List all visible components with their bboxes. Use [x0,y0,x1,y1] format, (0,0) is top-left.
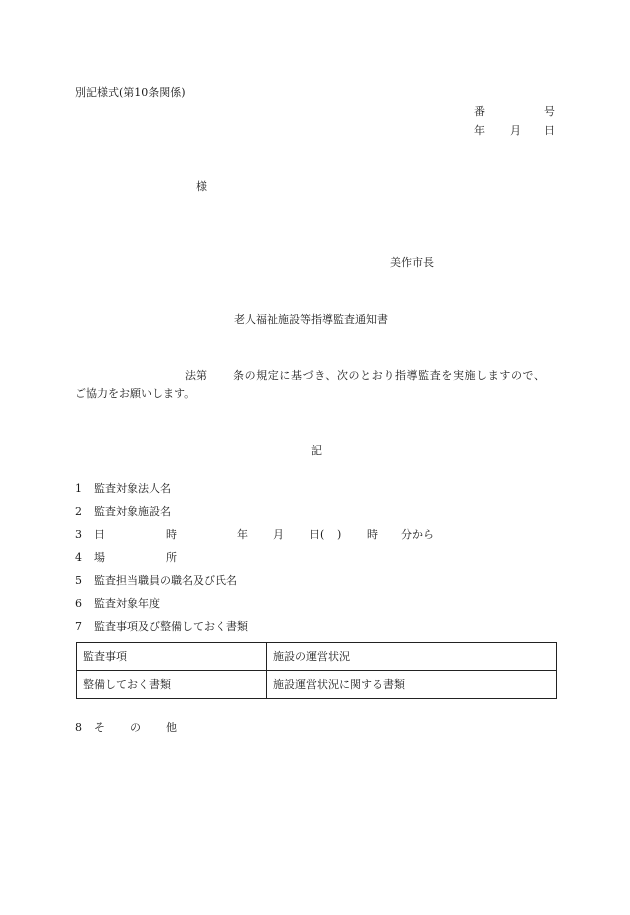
item-2 [75,505,171,519]
item-5 [75,574,237,588]
place-label-2: 所 [166,551,177,564]
datetime-minute-from: 分から [401,528,434,541]
item-number: 7 [75,620,82,633]
item-number: 2 [75,505,82,518]
item-label: 監査対象施設名 [94,505,171,518]
item-label: 監査事項及び整備しておく書類 [94,620,248,633]
item-number: 4 [75,551,82,564]
item-3-datetime [75,528,475,542]
number-suffix: 号 [544,105,555,118]
item-number: 5 [75,574,82,587]
table-cell: 監査事項 [77,643,267,671]
table-row [77,671,557,699]
datetime-hour: 時 [367,528,378,541]
table-row [77,643,557,671]
document-title: 老人福祉施設等指導監査通知書 [234,313,388,326]
table-cell: 整備しておく書類 [77,671,267,699]
addressee-suffix: 様 [196,180,207,193]
item-label: 監査対象年度 [94,597,160,610]
item-number: 8 [75,721,82,734]
item-1 [75,482,171,496]
other-char-2: の [130,721,141,734]
datetime-month: 月 [273,528,284,541]
form-label: 別記様式(第10条関係) [75,86,186,99]
item-7 [75,620,248,634]
sender: 美作市長 [390,256,434,269]
datetime-day-open: 日( [309,528,325,541]
item-number: 1 [75,482,82,495]
ki-heading: 記 [311,444,322,457]
item-4-place [75,551,275,565]
date-year: 年 [474,124,485,137]
item-label: 監査対象法人名 [94,482,171,495]
item-label: 監査担当職員の職名及び氏名 [94,574,237,587]
item-8-other [75,721,275,735]
datetime-label-day: 日 [94,528,105,541]
audit-items-table [76,642,557,699]
other-char-3: 他 [166,721,177,734]
datetime-year: 年 [237,528,248,541]
datetime-close-paren: ) [337,528,342,541]
intro-text: 条の規定に基づき、次のとおり指導監査を実施しますので、 [233,369,546,382]
date-month: 月 [510,124,521,137]
intro-law: 法第 [185,369,207,382]
item-number: 3 [75,528,82,541]
datetime-label-time: 時 [166,528,177,541]
item-number: 6 [75,597,82,610]
date-day: 日 [544,124,555,137]
place-label-1: 場 [94,551,105,564]
number-label: 番 [474,105,485,118]
table-cell: 施設運営状況に関する書類 [267,671,557,699]
intro-text-2: ご協力をお願いします。 [75,387,196,400]
other-char-1: そ [94,721,105,734]
table-cell: 施設の運営状況 [267,643,557,671]
item-6 [75,597,160,611]
